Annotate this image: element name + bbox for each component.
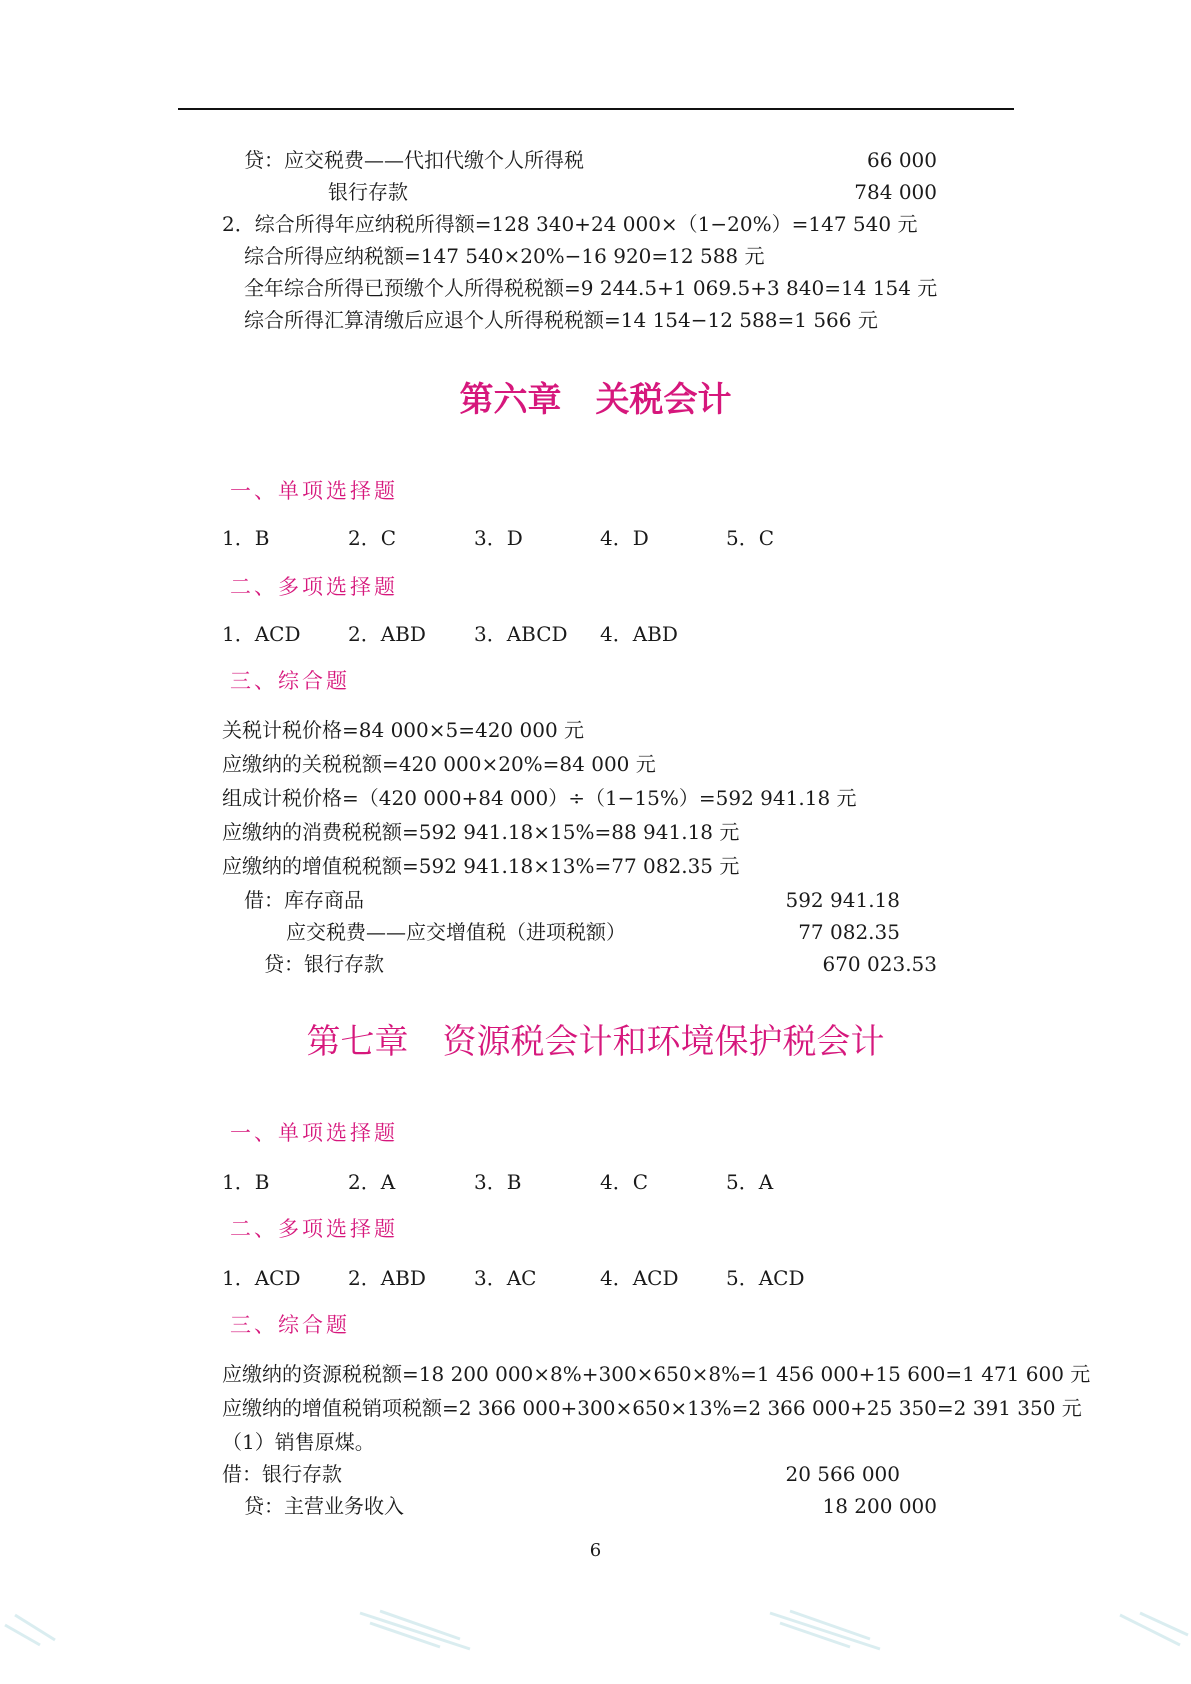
credit-amount: 670 023.53 (822, 952, 937, 976)
section-heading: 二、多项选择题 (230, 1217, 398, 1241)
answer-item: 2．A (348, 1170, 396, 1194)
answer-item: 4．ABD (600, 622, 678, 646)
answer-item: 3．B (474, 1170, 522, 1194)
answer-item: 4．D (600, 526, 649, 550)
answer-item: 3．D (474, 526, 523, 550)
calc-line: 2．综合所得年应纳税所得额=128 340+24 000×（1−20%）=147 540 元 (222, 212, 918, 236)
section-heading: 三、综合题 (230, 669, 350, 693)
answer-item: 1．B (222, 526, 270, 550)
watermark-icon (0, 1605, 140, 1655)
chapter-title: 第六章 关税会计 (459, 380, 732, 420)
section-heading: 三、综合题 (230, 1313, 350, 1337)
credit-label: 贷：主营业务收入 (244, 1494, 404, 1518)
watermark-icon (1100, 1605, 1191, 1655)
section-heading: 二、多项选择题 (230, 575, 398, 599)
answer-item: 2．C (348, 526, 397, 550)
watermark-icon (350, 1605, 490, 1655)
answer-item: 2．ABD (348, 1266, 426, 1290)
debit-label: 借：库存商品 (244, 888, 364, 912)
page-number: 6 (589, 1540, 602, 1561)
watermark-icon (760, 1605, 900, 1655)
answer-item: 1．B (222, 1170, 270, 1194)
credit-label: 贷：银行存款 (264, 952, 384, 976)
answer-item: 4．ACD (600, 1266, 679, 1290)
credit-amount: 18 200 000 (822, 1494, 937, 1518)
calc-line: 全年综合所得已预缴个人所得税税额=9 244.5+1 069.5+3 840=14 154 元 (244, 276, 938, 300)
calc-line: （1）销售原煤。 (222, 1430, 375, 1454)
bank-amount: 784 000 (854, 180, 937, 204)
calc-line: 应缴纳的关税税额=420 000×20%=84 000 元 (222, 752, 656, 776)
answer-item: 1．ACD (222, 1266, 301, 1290)
answer-item: 3．ABCD (474, 622, 568, 646)
debit-amount: 77 082.35 (798, 920, 900, 944)
calc-line: 应缴纳的消费税税额=592 941.18×15%=88 941.18 元 (222, 820, 740, 844)
debit-amount: 20 566 000 (785, 1462, 900, 1486)
section-heading: 一、单项选择题 (230, 479, 398, 503)
credit-amount: 66 000 (867, 148, 937, 172)
chapter-title: 第七章 资源税会计和环境保护税会计 (306, 1022, 885, 1062)
answer-item: 2．ABD (348, 622, 426, 646)
calc-line: 组成计税价格=（420 000+84 000）÷（1−15%）=592 941.18 元 (222, 786, 857, 810)
bank-label: 银行存款 (328, 180, 408, 204)
answer-item: 5．C (726, 526, 775, 550)
calc-line: 综合所得汇算清缴后应退个人所得税税额=14 154−12 588=1 566 元 (244, 308, 878, 332)
debit-label: 应交税费——应交增值税（进项税额） (286, 920, 626, 944)
answer-item: 4．C (600, 1170, 649, 1194)
section-heading: 一、单项选择题 (230, 1121, 398, 1145)
answer-item: 5．ACD (726, 1266, 805, 1290)
calc-line: 关税计税价格=84 000×5=420 000 元 (222, 718, 585, 742)
calc-line: 应缴纳的资源税税额=18 200 000×8%+300×650×8%=1 456 000+15 600=1 471 600 元 (222, 1362, 1091, 1386)
answer-item: 3．AC (474, 1266, 537, 1290)
answer-item: 5．A (726, 1170, 774, 1194)
header-rule (178, 108, 1014, 110)
calc-line: 应缴纳的增值税税额=592 941.18×13%=77 082.35 元 (222, 854, 740, 878)
answer-item: 1．ACD (222, 622, 301, 646)
calc-line: 综合所得应纳税额=147 540×20%−16 920=12 588 元 (244, 244, 765, 268)
debit-label: 借：银行存款 (222, 1462, 342, 1486)
credit-label: 贷：应交税费——代扣代缴个人所得税 (244, 148, 584, 172)
debit-amount: 592 941.18 (785, 888, 900, 912)
calc-line: 应缴纳的增值税销项税额=2 366 000+300×650×13%=2 366 000+25 350=2 391 350 元 (222, 1396, 1082, 1420)
